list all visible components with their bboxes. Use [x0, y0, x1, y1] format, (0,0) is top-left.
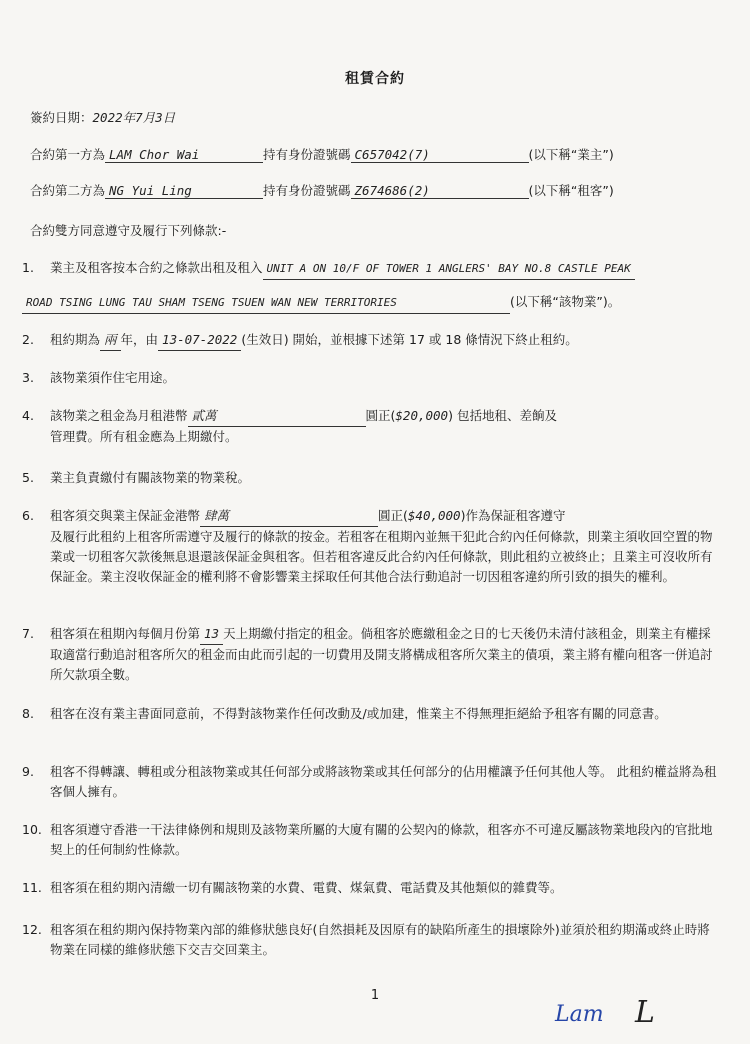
party-a-id-label: 持有身份證號碼: [263, 147, 351, 162]
clause-10: [22, 820, 722, 860]
party-a-id: C657042(7): [351, 147, 529, 163]
party-b-prefix: 合約第二方為: [30, 183, 106, 198]
clause-number: 5.: [22, 470, 34, 485]
party-b-id-label: 持有身份證號碼: [263, 183, 351, 198]
signing-date-value: 2022年7月3日: [92, 110, 176, 125]
clause-number: 3.: [22, 370, 34, 385]
clause-5-text: 業主負責繳付有關該物業的物業稅。: [50, 470, 251, 485]
clause-2: [22, 330, 722, 351]
landlord-initial: Lam: [555, 1002, 604, 1027]
clause-7-day: 13: [200, 624, 223, 645]
clause-2-text-c: (生效日) 開始，並根據下述第 17 或 18 條情況下終止租約。: [241, 332, 578, 347]
intro-text: 合約雙方同意遵守及履行下列條款:-: [30, 223, 227, 238]
clause-7-text-b: 天上期繳付指定的租金。倘租客於應繳租金之日的七天後仍未清付該租金，則業主有權採取適當行動追討租客所欠的租金而由此而引起的一切費用及開支將構成租客所欠業主的債項，業主將有權向租客一併追討所欠款項全數。: [50, 626, 713, 682]
clause-number: 8.: [22, 706, 34, 721]
clause-8: [22, 704, 722, 724]
clause-3: [22, 368, 722, 388]
clause-11: [22, 878, 722, 898]
clause-2-start-date: 13-07-2022: [158, 330, 241, 351]
clause-1-address-a: UNIT A ON 10/F OF TOWER 1 ANGLERS' BAY NO.8 CASTLE PEAK: [263, 259, 635, 280]
clause-6-text-a: 租客須交與業主保証金港幣: [50, 508, 201, 523]
clause-6-text-c: )作為保証租客遵守: [460, 508, 566, 523]
party-b-suffix: (以下稱“租客”): [528, 183, 614, 198]
clause-1-address-b: ROAD TSING LUNG TAU SHAM TSENG TSUEN WAN NEW TERRITORIES: [22, 293, 510, 314]
clause-4-text-c: ) 包括地租、差餉及: [448, 408, 557, 423]
party-b-name: NG Yui Ling: [105, 183, 263, 199]
clause-4-amount: $20,000: [395, 408, 449, 423]
clause-number: 12.: [22, 922, 42, 937]
party-a-suffix: (以下稱“業主”): [528, 147, 614, 162]
party-b-line: [30, 181, 614, 199]
clause-4-text-b: 圓正(: [365, 408, 396, 423]
clause-number: 10.: [22, 822, 42, 837]
document-title: 租賃合約: [345, 71, 405, 87]
clause-2-text-a: 租約期為: [50, 332, 101, 347]
clause-number: 11.: [22, 880, 42, 895]
clause-1-continued: [22, 292, 722, 314]
party-a-line: [30, 145, 614, 163]
clause-6-amount-words: 肆萬: [200, 506, 378, 527]
clause-1: [22, 258, 722, 280]
clause-6-text-b: 圓正(: [378, 508, 408, 523]
clause-number: 2.: [22, 332, 34, 347]
clause-1-text-b: (以下稱“該物業”)。: [510, 294, 621, 309]
clause-12: [22, 920, 722, 960]
clause-7-text-a: 租客須在租期內每個月份第: [50, 626, 201, 641]
tenant-initial: L: [635, 995, 655, 1030]
clause-4: [22, 406, 722, 447]
clause-4-text-a: 該物業之租金為月租港幣: [50, 408, 188, 423]
clause-number: 1.: [22, 260, 34, 275]
clause-4-text-d: 管理費。所有租金應為上期繳付。: [50, 429, 238, 444]
clause-5: [22, 468, 722, 488]
clause-12-text: 租客須在租約期內保持物業內部的維修狀態良好(自然損耗及因原有的缺陷所產生的損壞除外)並須於租約期滿或終止時將物業在同樣的維修狀態下交吉交回業主。: [50, 922, 710, 957]
clause-7: [22, 624, 722, 685]
clause-number: 9.: [22, 764, 34, 779]
clause-number: 7.: [22, 626, 34, 641]
clause-6-text-d: 及履行此租約上租客所需遵守及履行的條款的按金。若租客在租期內並無干犯此合約內任何條款，則業主須收回空置的物業或一切租客欠款後無息退還該保証金與租客。但若租客違反此合約內任何條款，則此租約立被終止；且業主可沒收所有保証金。業主沒收保証金的權利將不會影響業主採取任何其他合法行動追討一切因租客違約所引致的損失的權利。: [50, 529, 713, 584]
party-a-prefix: 合約第一方為: [30, 147, 106, 162]
signing-date-line: [30, 108, 175, 126]
page-number: 1: [370, 988, 380, 1003]
clause-2-years: 兩: [100, 330, 121, 351]
clause-8-text: 租客在沒有業主書面同意前，不得對該物業作任何改動及/或加建，惟業主不得無理拒絕給予租客有關的同意書。: [50, 706, 667, 721]
clause-6: [22, 506, 722, 587]
clause-number: 4.: [22, 408, 34, 423]
clause-6-amount: $40,000: [407, 508, 461, 523]
clause-9-text: 租客不得轉讓、轉租或分租該物業或其任何部分或將該物業或其任何部分的佔用權讓予任何其他人等。 此租約權益將為租客個人擁有。: [50, 764, 717, 799]
clause-3-text: 該物業須作住宅用途。: [50, 370, 176, 385]
party-b-id: Z674686(2): [351, 183, 529, 199]
signing-date-label: 簽約日期：: [30, 110, 93, 125]
party-a-name: LAM Chor Wai: [105, 147, 263, 163]
clause-11-text: 租客須在租約期內清繳一切有關該物業的水費、電費、煤氣費、電話費及其他類似的雜費等。: [50, 880, 563, 895]
clause-2-text-b: 年，由: [120, 332, 159, 347]
clause-number: 6.: [22, 508, 34, 523]
clause-4-amount-words: 貳萬: [188, 406, 366, 427]
clause-9: [22, 762, 722, 802]
clause-1-text-a: 業主及租客按本合約之條款出租及租入: [50, 260, 263, 275]
clause-10-text: 租客須遵守香港一干法律條例和規則及該物業所屬的大廈有關的公契內的條款，租客亦不可違反屬該物業地段內的官批地契上的任何制約性條款。: [50, 822, 713, 857]
